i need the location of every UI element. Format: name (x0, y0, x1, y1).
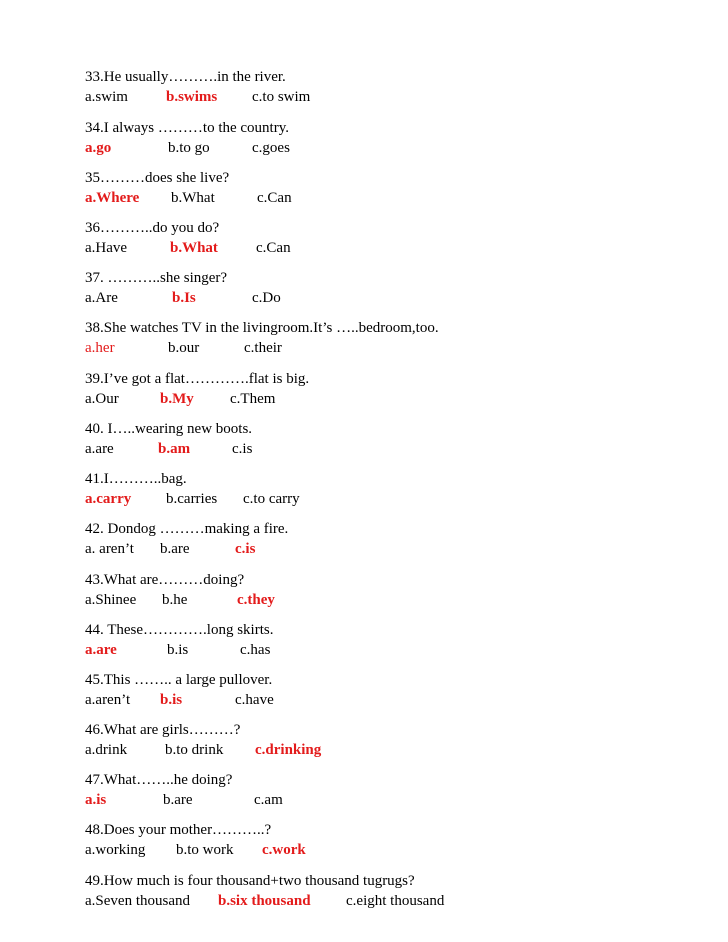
question-48 (85, 820, 705, 860)
question-text: 36………..do you do? (85, 220, 220, 236)
option-c: c.to swim (252, 89, 311, 105)
option-c-answer: c.drinking (255, 742, 322, 758)
option-a: a.aren’t (85, 692, 131, 708)
option-c: c.goes (252, 140, 290, 156)
question-text: 41.I………..bag. (85, 471, 187, 487)
question-44 (85, 620, 705, 660)
question-text: 39.I’ve got a flat………….flat is big. (85, 371, 310, 387)
question-text: 38.She watches TV in the livingroom.It’s …..bedroom,too. (85, 320, 439, 336)
options-row (85, 640, 705, 660)
option-b: b.is (167, 642, 189, 658)
option-a: a. aren’t (85, 541, 134, 557)
question-34 (85, 118, 705, 158)
option-c: c.their (244, 340, 282, 356)
option-c-answer: c.work (262, 842, 306, 858)
option-c: c.Can (256, 240, 291, 256)
question-text: 45.This …….. a large pullover. (85, 672, 273, 688)
option-a: a.working (85, 842, 146, 858)
option-a-answer: a.are (85, 642, 117, 658)
option-b: b.to go (168, 140, 210, 156)
option-b: b.are (160, 541, 190, 557)
question-text: 44. These………….long skirts. (85, 622, 274, 638)
question-36 (85, 218, 705, 258)
option-b: b.are (163, 792, 193, 808)
question-47 (85, 770, 705, 810)
options-row (85, 690, 705, 710)
options-row (85, 790, 705, 810)
option-b: b.carries (166, 491, 218, 507)
question-text: 33.He usually……….in the river. (85, 69, 286, 85)
option-b-answer: b.What (170, 240, 218, 256)
option-c: c.to carry (243, 491, 300, 507)
question-45 (85, 670, 705, 710)
question-text: 40. I…..wearing new boots. (85, 421, 253, 437)
option-a-answer: a.carry (85, 491, 132, 507)
option-b-answer: b.is (160, 692, 183, 708)
question-text: 34.I always ………to the country. (85, 120, 289, 136)
options-row (85, 740, 705, 760)
question-46 (85, 720, 705, 760)
option-b-answer: b.Is (172, 290, 196, 306)
option-a-answer: a.her (85, 340, 115, 356)
option-a-answer: a.Where (85, 190, 140, 206)
option-c: c.is (232, 441, 253, 457)
option-b: b.What (171, 190, 215, 206)
question-38 (85, 318, 705, 358)
question-text: 37. ………..she singer? (85, 270, 228, 286)
option-b-answer: b.six thousand (218, 893, 311, 909)
question-43 (85, 570, 705, 610)
option-a: a.swim (85, 89, 128, 105)
question-text: 43.What are………doing? (85, 572, 245, 588)
options-row (85, 389, 705, 409)
option-a: a.Seven thousand (85, 893, 190, 909)
options-row (85, 489, 705, 509)
options-row (85, 539, 705, 559)
option-b: b.he (162, 592, 188, 608)
option-c: c.Can (257, 190, 292, 206)
option-b: b.to work (176, 842, 234, 858)
question-49 (85, 871, 705, 911)
question-39 (85, 369, 705, 409)
options-row (85, 590, 705, 610)
option-a: a.are (85, 441, 114, 457)
question-33 (85, 67, 705, 107)
option-a: a.Shinee (85, 592, 137, 608)
option-a-answer: a.is (85, 792, 107, 808)
option-c: c.Do (252, 290, 281, 306)
option-a: a.Are (85, 290, 118, 306)
options-row (85, 840, 705, 860)
options-row (85, 138, 705, 158)
option-b: b.to drink (165, 742, 224, 758)
option-c: c.has (240, 642, 271, 658)
question-40 (85, 419, 705, 459)
options-row (85, 238, 705, 258)
question-text: 47.What……..he doing? (85, 772, 233, 788)
option-a: a.drink (85, 742, 128, 758)
option-b: b.our (168, 340, 200, 356)
question-35 (85, 168, 705, 208)
question-text: 35………does she live? (85, 170, 230, 186)
option-c-answer: c.is (235, 541, 256, 557)
option-b-answer: b.am (158, 441, 191, 457)
option-a: a.Have (85, 240, 128, 256)
option-c: c.Them (230, 391, 276, 407)
question-text: 48.Does your mother………..? (85, 822, 272, 838)
question-text: 49.How much is four thousand+two thousand tugrugs? (85, 873, 415, 889)
question-37 (85, 268, 705, 308)
options-row (85, 288, 705, 308)
options-row (85, 891, 705, 911)
question-text: 42. Dondog ………making a fire. (85, 521, 289, 537)
option-b-answer: b.My (160, 391, 194, 407)
question-41 (85, 469, 705, 509)
options-row (85, 87, 705, 107)
option-b-answer: b.swims (166, 89, 218, 105)
question-text: 46.What are girls………? (85, 722, 241, 738)
option-c: c.eight thousand (346, 893, 445, 909)
option-a-answer: a.go (85, 140, 112, 156)
question-42 (85, 519, 705, 559)
options-row (85, 338, 705, 358)
options-row (85, 439, 705, 459)
option-c: c.have (235, 692, 274, 708)
option-a: a.Our (85, 391, 119, 407)
options-row (85, 188, 705, 208)
option-c-answer: c.they (237, 592, 275, 608)
option-c: c.am (254, 792, 283, 808)
